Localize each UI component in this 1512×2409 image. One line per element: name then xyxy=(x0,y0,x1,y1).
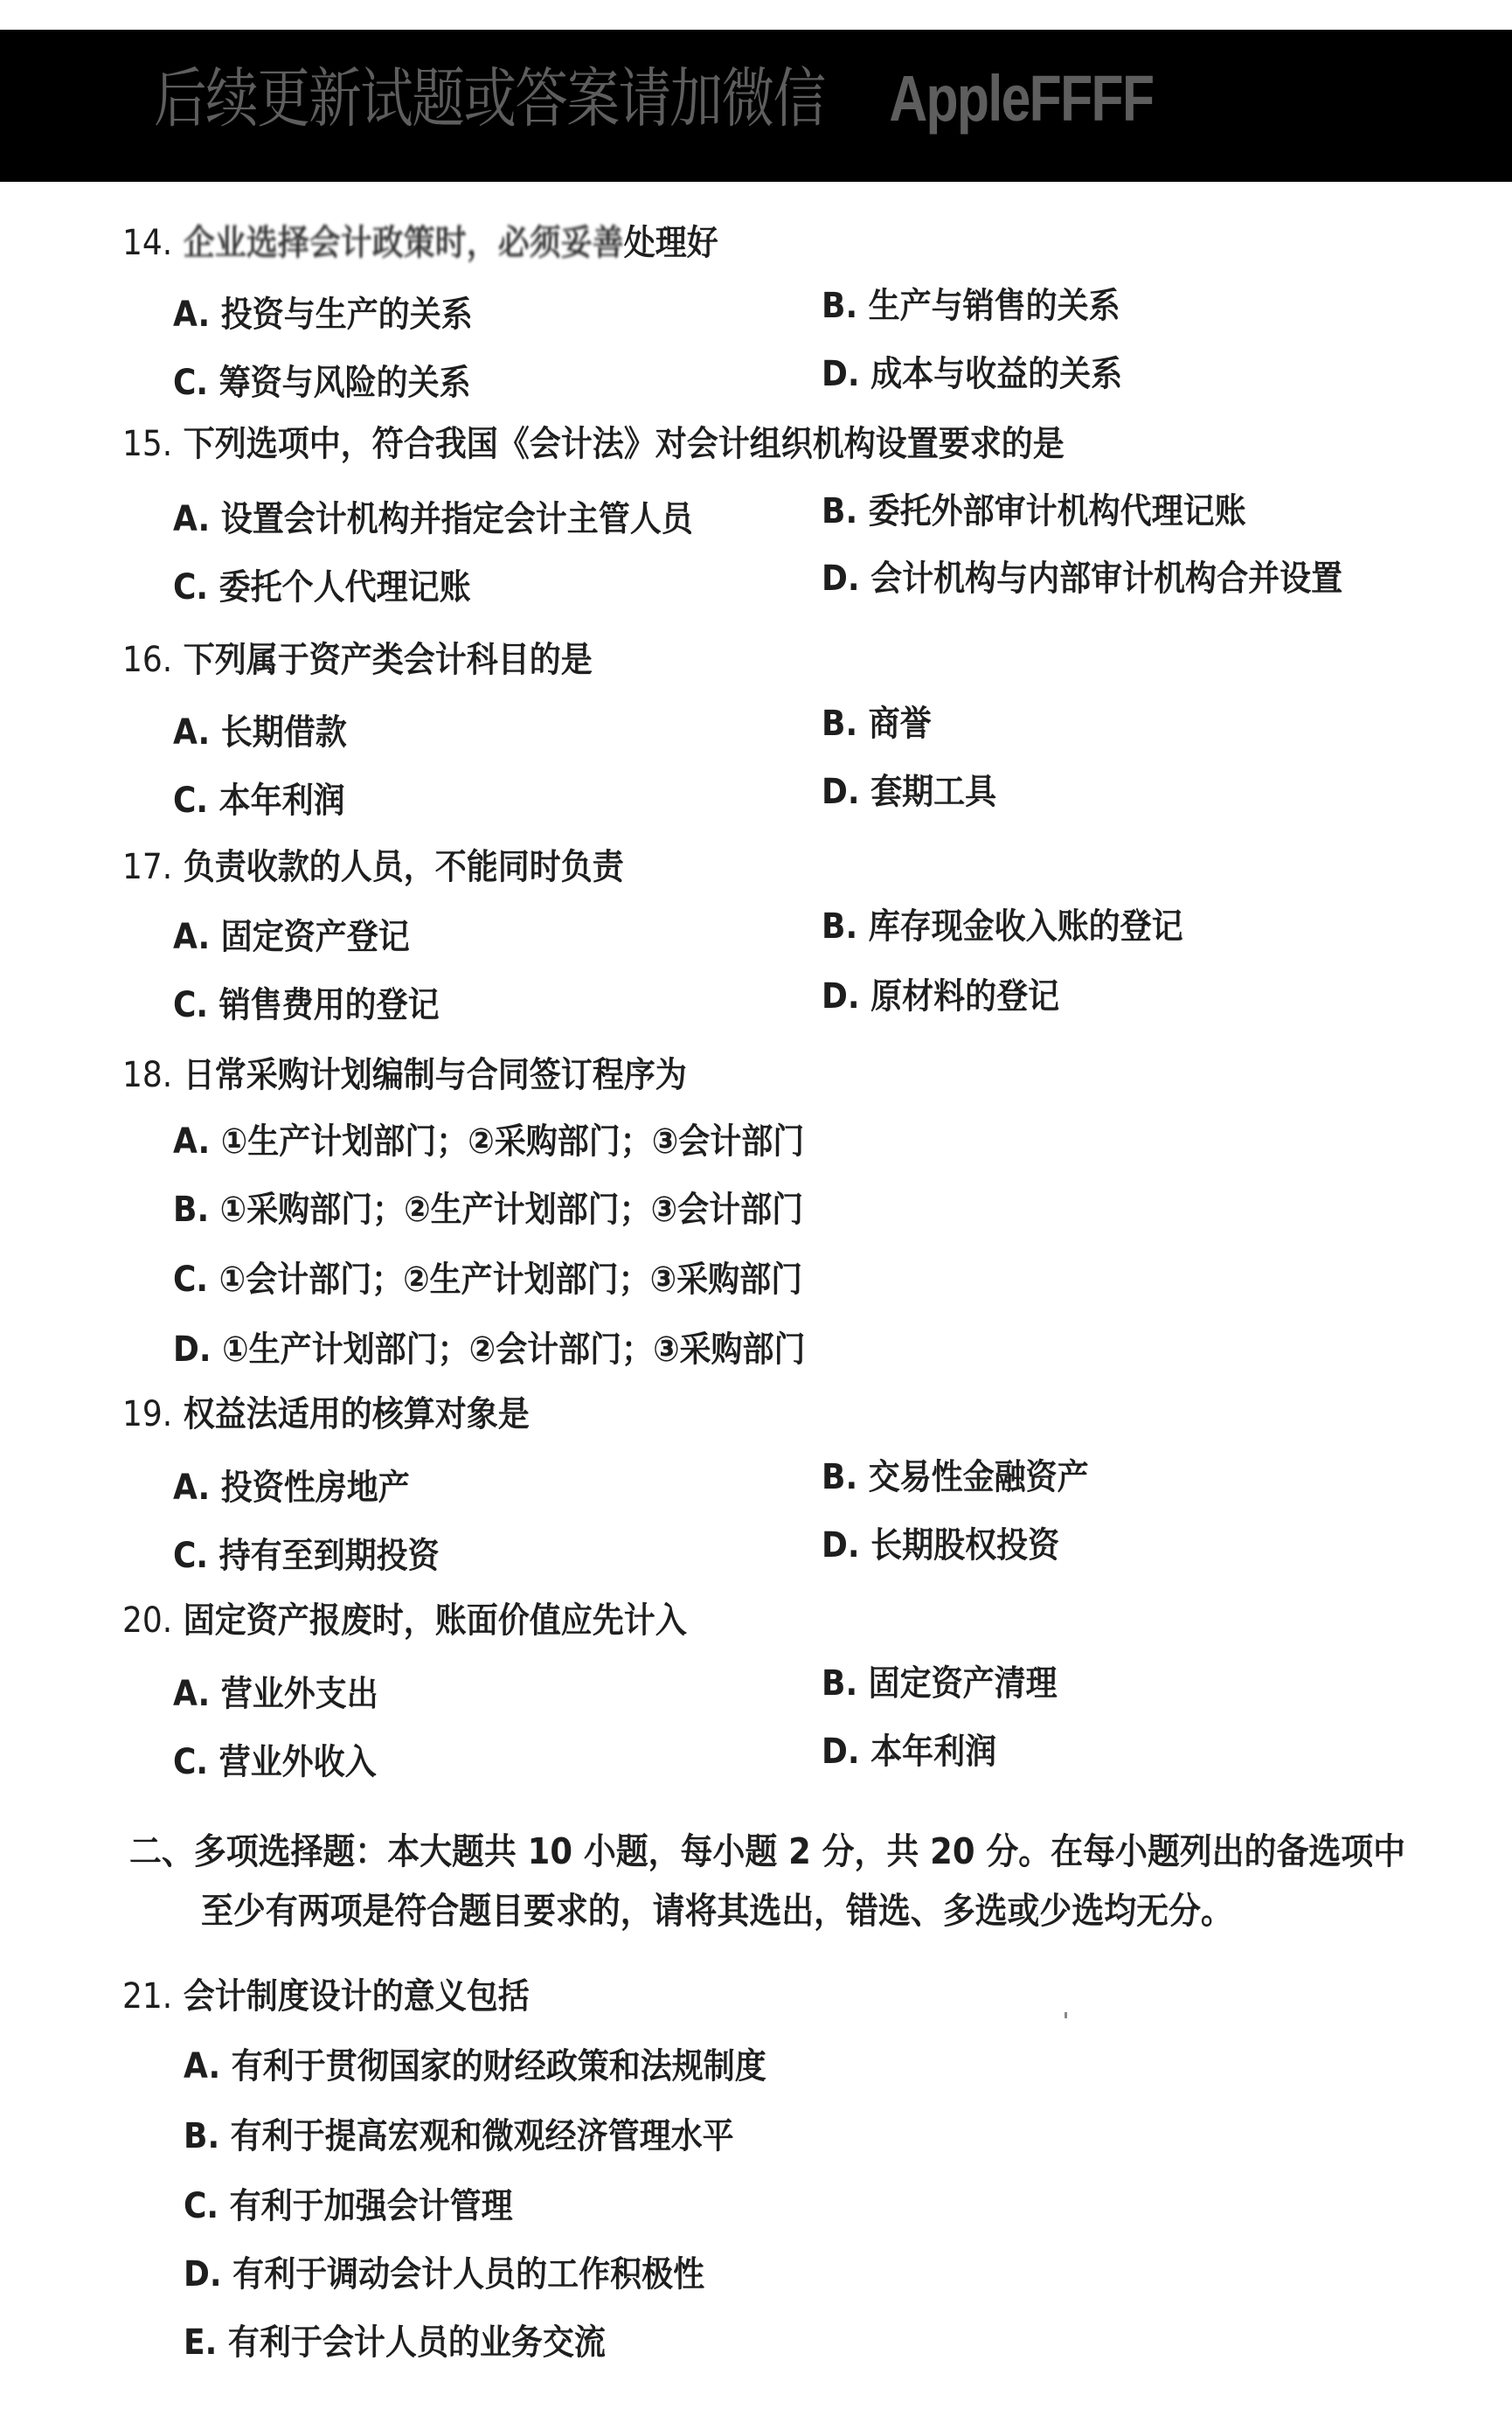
option-text: 长期股权投资 xyxy=(870,1525,1060,1566)
section-2-instructions-line2: 至少有两项是符合题目要求的，请将其选出，错选、多选或少选均无分。 xyxy=(201,1890,1233,1932)
question-21-option-d xyxy=(184,2254,705,2294)
option-text: 成本与收益的关系 xyxy=(870,354,1123,394)
question-21-option-b xyxy=(184,2116,734,2156)
question-20-option-a xyxy=(173,1674,378,1714)
option-label: C. xyxy=(173,363,209,403)
option-label: C. xyxy=(173,781,209,821)
question-number: 16. xyxy=(122,640,173,680)
question-21-option-c xyxy=(184,2186,513,2226)
section-2-instructions-line1: 二、多项选择题：本大题共 10 小题，每小题 2 分，共 20 分。在每小题列出的备选项中 xyxy=(129,1830,1406,1872)
option-label: B. xyxy=(822,286,858,326)
question-14-option-c xyxy=(173,363,471,403)
option-text: 营业外收入 xyxy=(218,1742,377,1782)
option-text: 持有至到期投资 xyxy=(218,1536,440,1576)
option-label: A. xyxy=(173,1674,211,1714)
option-label: A. xyxy=(173,917,211,957)
option-label: C. xyxy=(184,2186,219,2226)
option-label: D. xyxy=(822,559,860,599)
option-text: 商誉 xyxy=(868,704,932,744)
option-label: D. xyxy=(184,2254,222,2294)
option-label: C. xyxy=(173,1536,209,1576)
option-text: 委托外部审计机构代理记账 xyxy=(868,491,1246,531)
option-label: A. xyxy=(184,2046,221,2086)
question-18-option-d xyxy=(173,1329,806,1370)
option-text: 固定资产清理 xyxy=(868,1663,1058,1704)
question-16-option-b xyxy=(822,704,932,744)
obscured-text: 企业选择会计政策时，必须妥善 xyxy=(183,223,624,263)
option-text: 原材料的登记 xyxy=(870,976,1060,1017)
scan-speck xyxy=(1065,2012,1067,2018)
watermark-text xyxy=(154,47,1153,140)
option-text: 生产与销售的关系 xyxy=(868,286,1120,326)
question-16-stem xyxy=(122,640,593,680)
question-15-option-a xyxy=(173,499,693,539)
option-label: B. xyxy=(822,491,858,531)
question-19-option-d xyxy=(822,1525,1060,1566)
option-label: B. xyxy=(822,704,858,744)
option-text: 设置会计机构并指定会计主管人员 xyxy=(220,499,693,539)
question-number: 19. xyxy=(122,1394,173,1434)
question-18-option-b xyxy=(173,1190,804,1230)
question-21-option-a xyxy=(184,2046,766,2086)
question-20-stem xyxy=(122,1600,687,1641)
stem-text: 会计制度设计的意义包括 xyxy=(183,1976,530,2017)
question-16-option-d xyxy=(822,772,997,812)
question-19-stem xyxy=(122,1394,530,1434)
question-17-option-a xyxy=(173,917,410,957)
question-16-option-c xyxy=(173,781,345,821)
question-17-option-c xyxy=(173,985,440,1025)
option-text: 套期工具 xyxy=(870,772,997,812)
option-text: 有利于调动会计人员的工作积极性 xyxy=(232,2254,705,2294)
option-text: 有利于加强会计管理 xyxy=(229,2186,513,2226)
option-text: 库存现金收入账的登记 xyxy=(868,906,1183,947)
stem-text: 下列选项中，符合我国《会计法》对会计组织机构设置要求的是 xyxy=(183,424,1065,464)
question-20-option-c xyxy=(173,1742,377,1782)
question-17-option-d xyxy=(822,976,1060,1017)
question-20-option-d xyxy=(822,1732,997,1772)
option-text: 交易性金融资产 xyxy=(868,1457,1089,1497)
option-text: ①采购部门；②生产计划部门；③会计部门 xyxy=(219,1190,804,1230)
stem-text: 日常采购计划编制与合同签订程序为 xyxy=(183,1055,687,1095)
option-label: C. xyxy=(173,1742,209,1782)
option-text: 本年利润 xyxy=(870,1732,997,1772)
option-label: A. xyxy=(173,712,211,753)
question-21-option-e xyxy=(184,2322,606,2363)
option-label: D. xyxy=(822,1732,860,1772)
option-label: A. xyxy=(173,1121,211,1162)
question-18-stem xyxy=(122,1055,687,1095)
stem-text: 负责收款的人员，不能同时负责 xyxy=(183,847,624,887)
watermark-cn: 后续更新试题或答案请加微信 xyxy=(154,62,825,135)
question-14-stem xyxy=(122,223,718,263)
question-17-option-b xyxy=(822,906,1183,947)
option-text: 投资与生产的关系 xyxy=(220,295,473,335)
question-19-option-c xyxy=(173,1536,440,1576)
option-label: B. xyxy=(184,2116,220,2156)
option-label: D. xyxy=(173,1329,212,1370)
option-text: 营业外支出 xyxy=(220,1674,378,1714)
option-label: B. xyxy=(822,1663,858,1704)
option-text: 有利于贯彻国家的财经政策和法规制度 xyxy=(231,2046,766,2086)
stem-text: 下列属于资产类会计科目的是 xyxy=(183,640,593,680)
option-text: 会计机构与内部审计机构合并设置 xyxy=(870,559,1343,599)
question-16-option-a xyxy=(173,712,347,753)
option-text: 固定资产登记 xyxy=(220,917,410,957)
option-text: ①生产计划部门；②会计部门；③采购部门 xyxy=(222,1329,806,1370)
question-21-stem xyxy=(122,1976,530,2017)
question-19-option-a xyxy=(173,1468,410,1508)
question-18-option-a xyxy=(173,1121,805,1162)
question-19-option-b xyxy=(822,1457,1089,1497)
watermark-banner xyxy=(0,30,1512,182)
option-label: C. xyxy=(173,567,209,607)
stem-text: 固定资产报废时，账面价值应先计入 xyxy=(183,1600,687,1641)
option-label: D. xyxy=(822,772,860,812)
question-number: 17. xyxy=(122,847,173,887)
question-20-option-b xyxy=(822,1663,1058,1704)
question-14-option-a xyxy=(173,295,473,335)
question-15-option-d xyxy=(822,559,1343,599)
option-text: ①会计部门；②生产计划部门；③采购部门 xyxy=(218,1260,803,1300)
option-label: A. xyxy=(173,295,211,335)
option-text: 长期借款 xyxy=(220,712,347,753)
option-label: B. xyxy=(822,1457,858,1497)
question-18-option-c xyxy=(173,1260,803,1300)
option-label: B. xyxy=(822,906,858,947)
stem-text: 权益法适用的核算对象是 xyxy=(183,1394,530,1434)
question-17-stem xyxy=(122,847,624,887)
option-label: E. xyxy=(184,2322,218,2363)
question-15-option-c xyxy=(173,567,471,607)
option-text: 本年利润 xyxy=(218,781,345,821)
option-text: 销售费用的登记 xyxy=(218,985,440,1025)
stem-text: 处理好 xyxy=(623,223,718,263)
option-text: ①生产计划部门；②采购部门；③会计部门 xyxy=(220,1121,805,1162)
question-number: 14. xyxy=(122,223,173,263)
watermark-id: AppleFFFF xyxy=(889,62,1154,135)
question-number: 15. xyxy=(122,424,173,464)
option-text: 筹资与风险的关系 xyxy=(218,363,471,403)
question-number: 21. xyxy=(122,1976,173,2017)
option-text: 有利于会计人员的业务交流 xyxy=(227,2322,606,2363)
option-label: A. xyxy=(173,1468,211,1508)
question-14-option-d xyxy=(822,354,1123,394)
question-number: 20. xyxy=(122,1600,173,1641)
option-label: D. xyxy=(822,976,860,1017)
option-text: 有利于提高宏观和微观经济管理水平 xyxy=(230,2116,734,2156)
option-label: B. xyxy=(173,1190,210,1230)
option-label: D. xyxy=(822,354,860,394)
option-label: C. xyxy=(173,1260,209,1300)
question-14-option-b xyxy=(822,286,1120,326)
option-label: C. xyxy=(173,985,209,1025)
option-label: D. xyxy=(822,1525,860,1566)
option-text: 投资性房地产 xyxy=(220,1468,410,1508)
option-text: 委托个人代理记账 xyxy=(218,567,471,607)
question-number: 18. xyxy=(122,1055,173,1095)
question-15-stem xyxy=(122,424,1065,464)
option-label: A. xyxy=(173,499,211,539)
question-15-option-b xyxy=(822,491,1246,531)
